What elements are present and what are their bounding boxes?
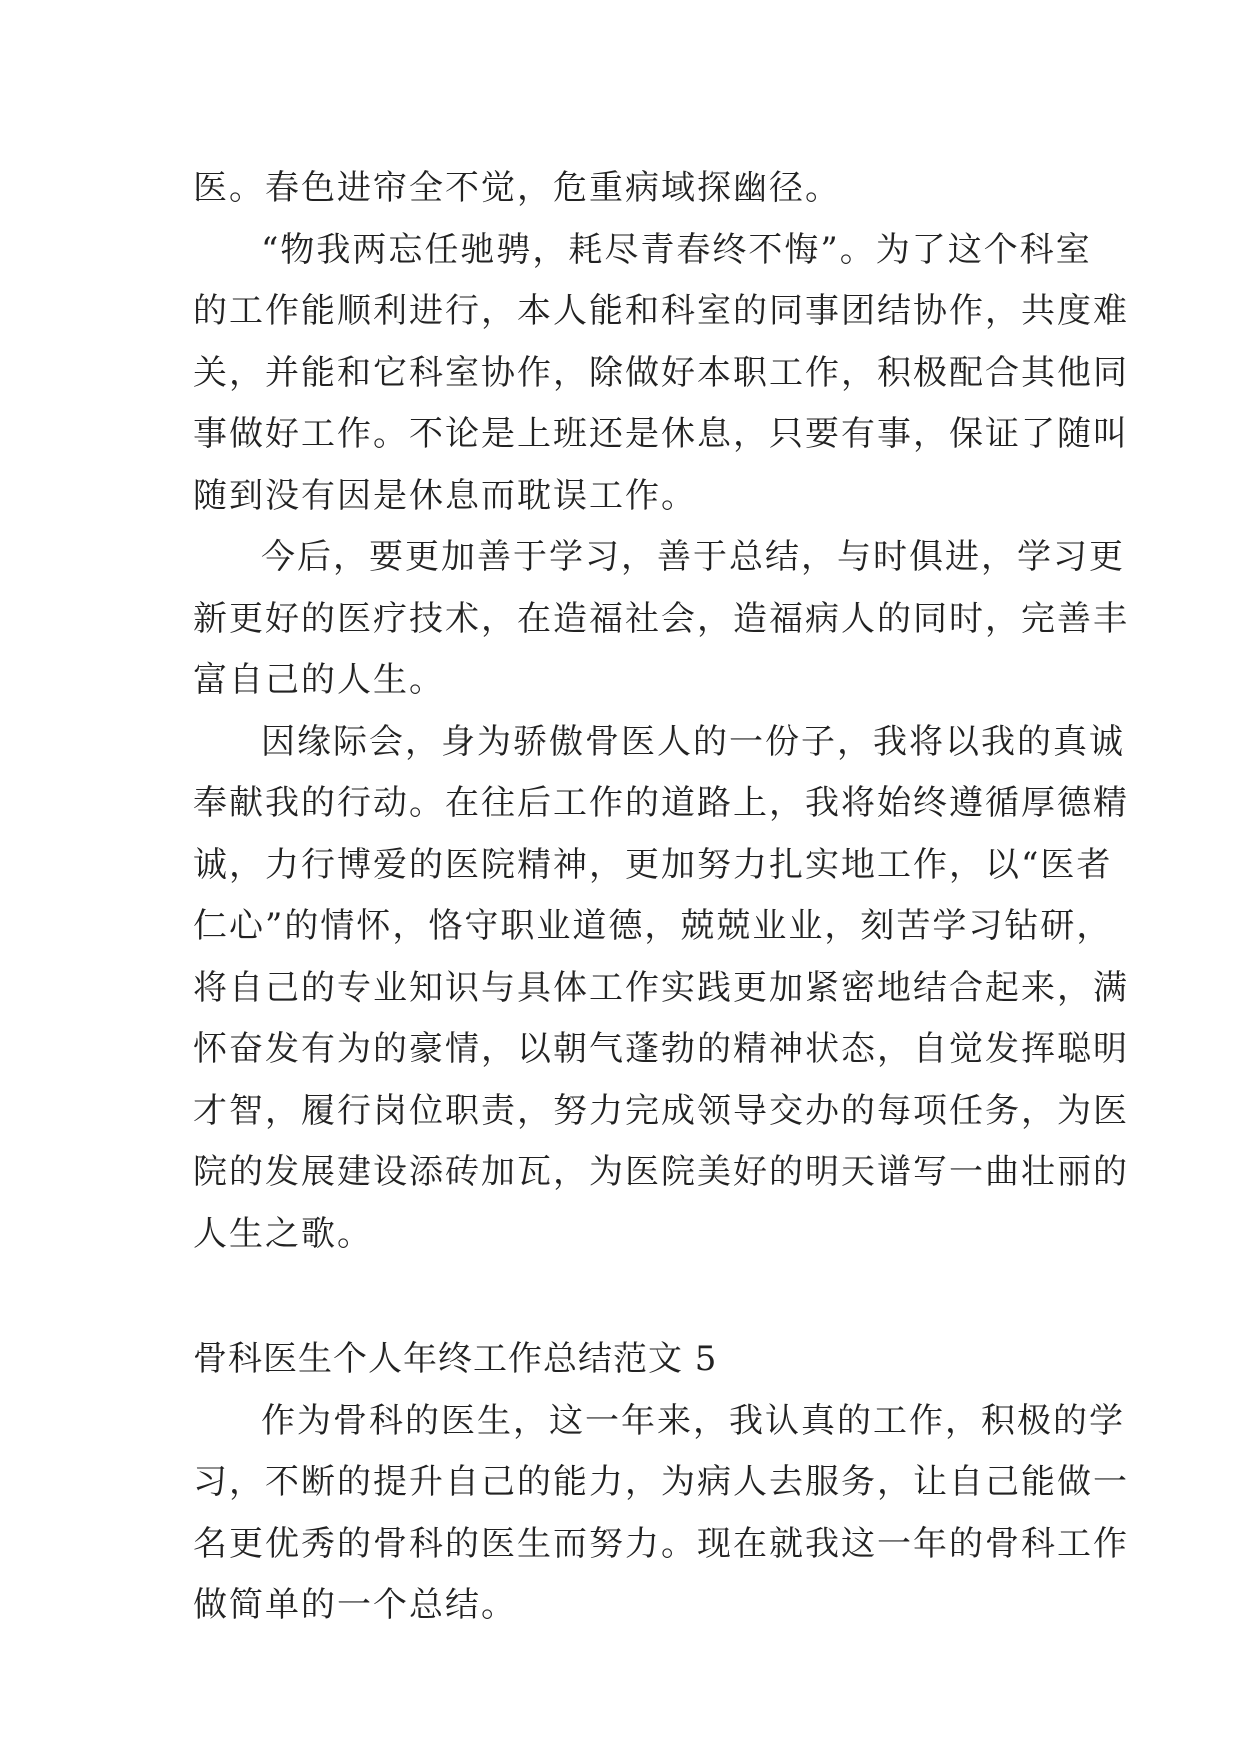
text-line: 院的发展建设添砖加瓦，为医院美好的明天谱写一曲壮丽的 (193, 1152, 1129, 1192)
paragraph-continuation (193, 158, 1063, 220)
paragraph-teamwork (193, 220, 1129, 528)
document-page (193, 158, 1129, 1637)
text-line: 因缘际会，身为骄傲骨医人的一份子，我将以我的真诚 (261, 721, 1125, 762)
text-line: 的工作能顺利进行，本人能和科室的同事团结协作，共度难 (193, 291, 1129, 331)
text-line: 习，不断的提升自己的能力，为病人去服务，让自己能做一 (193, 1462, 1129, 1502)
text-line: 人生之歌。 (193, 1213, 373, 1254)
text-line: 医。春色进帘全不觉，危重病域探幽径。 (193, 168, 841, 208)
text-line: 名更优秀的骨科的医生而努力。现在就我这一年的骨科工作 (193, 1523, 1129, 1564)
section-spacer (193, 1265, 1063, 1329)
section-heading: 骨科医生个人年终工作总结范文 5 (193, 1339, 718, 1379)
text-line: 作为骨科的医生，这一年来，我认真的工作，积极的学 (261, 1400, 1125, 1441)
text-line: 事做好工作。不论是上班还是休息，只要有事，保证了随叫 (193, 414, 1129, 454)
text-line: 关，并能和它科室协作，除做好本职工作，积极配合其他同 (193, 352, 1129, 393)
text-line: 今后，要更加善于学习，善于总结，与时俱进，学习更 (261, 537, 1125, 577)
paragraph-section-intro (193, 1391, 1129, 1637)
text-line: 诚，力行博爱的医院精神，更加努力扎实地工作，以“医者 (193, 844, 1113, 885)
text-line: 仁心”的情怀，恪守职业道德，兢兢业业，刻苦学习钻研， (193, 906, 1113, 946)
paragraph-commitment (193, 712, 1129, 1266)
text-line: 随到没有因是休息而耽误工作。 (193, 475, 697, 516)
text-line: 奉献我的行动。在往后工作的道路上，我将始终遵循厚德精 (193, 783, 1129, 823)
paragraph-future (193, 527, 1129, 712)
text-line: 才智，履行岗位职责，努力完成领导交办的每项任务，为医 (193, 1090, 1129, 1131)
text-line: 将自己的专业知识与具体工作实践更加紧密地结合起来，满 (193, 967, 1129, 1008)
text-line: 富自己的人生。 (193, 660, 445, 700)
text-line: 怀奋发有为的豪情，以朝气蓬勃的精神状态，自觉发挥聪明 (193, 1029, 1129, 1069)
text-line: “物我两忘任驰骋，耗尽青春终不悔”。为了这个科室 (261, 229, 1092, 270)
text-line: 做简单的一个总结。 (193, 1585, 517, 1625)
text-line: 新更好的医疗技术，在造福社会，造福病人的同时，完善丰 (193, 598, 1129, 639)
